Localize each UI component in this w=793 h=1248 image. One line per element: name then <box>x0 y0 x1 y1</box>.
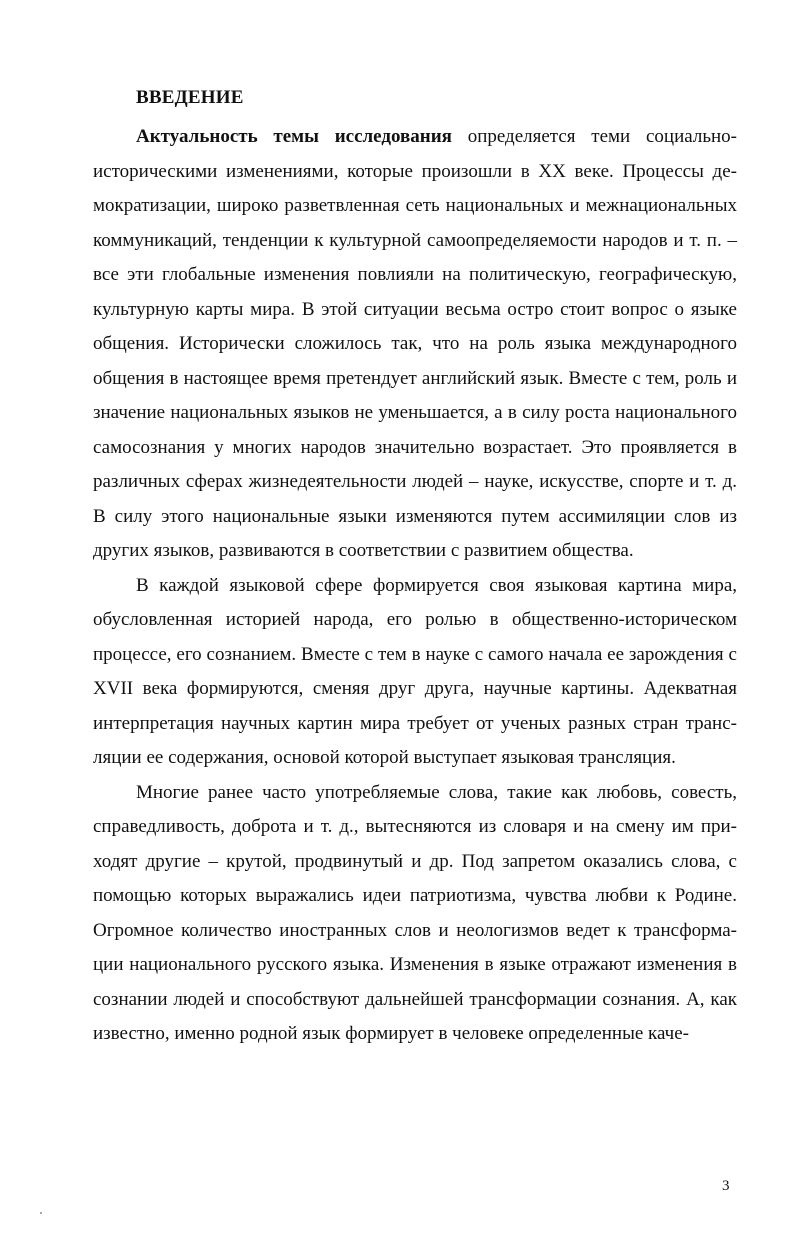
paragraph-text: Многие ранее часто употребляемые слова, такие как любовь, совесть, справедливость, доброта и т. д., вытесняются из словаря и на смену им приходят другие – крутой, продвинутый и др. Под запретом оказались слова, с помощью которых выражались идеи патриотизма, чувства любви к Родине. Огромное количество иностранных слов и неологизмов ведет к трансформации национального русского языка. Изменения в языке отражают изменения в сознании людей и способствуют дальнейшей трансформации сознания. А, как известно, именно родной язык формирует в человеке определенные каче- <box>93 781 737 1044</box>
paragraph-language-picture <box>93 569 737 776</box>
paragraph-vocabulary-change <box>93 776 737 1052</box>
paragraph-text: В каждой языковой сфере формируется своя языковая картина мира, обусловленная историей народа, его ролью в общественно-историческом процессе, его сознанием. Вместе с тем в науке с самого начала ее зарождения с XVII века формируются, сменяя друг друга, научные картины. Адекватная интерпретация научных картин мира требует от ученых разных стран трансляции ее содержания, основой которой выступает языковая трансляция. <box>93 574 737 768</box>
scan-speck <box>40 1212 42 1214</box>
page-number: 3 <box>722 1178 730 1194</box>
paragraph-relevance <box>93 120 737 569</box>
paragraph-lead-phrase: Актуальность темы исследования <box>136 126 452 147</box>
paragraph-text: определяется теми социально-историческими изменениями, которые произошли в XX веке. Процессы демократизации, широко разветвленная сеть национальных и межнациональных коммуникаций, тенденции к культурной самоопределяемости народов и т. п. – все эти глобальные изменения повлияли на политическую, географическую, культурную карты мира. В этой ситуации весьма остро стоит вопрос о языке общения. Исторически сложилось так, что на роль языка международного общения в настоящее время претендует английский язык. Вместе с тем, роль и значение национальных языков не уменьшается, а в силу роста национального самосознания у многих народов значительно возрастает. Это проявляется в различных сферах жизнедеятельности людей – науке, искусстве, спорте и т. д. В силу этого национальные языки изменяются путем ассимиляции слов из других языков, развиваются в соответствии с развитием общества. <box>93 126 737 561</box>
section-heading: ВВЕДЕНИЕ <box>136 87 244 108</box>
document-body <box>93 120 737 1052</box>
